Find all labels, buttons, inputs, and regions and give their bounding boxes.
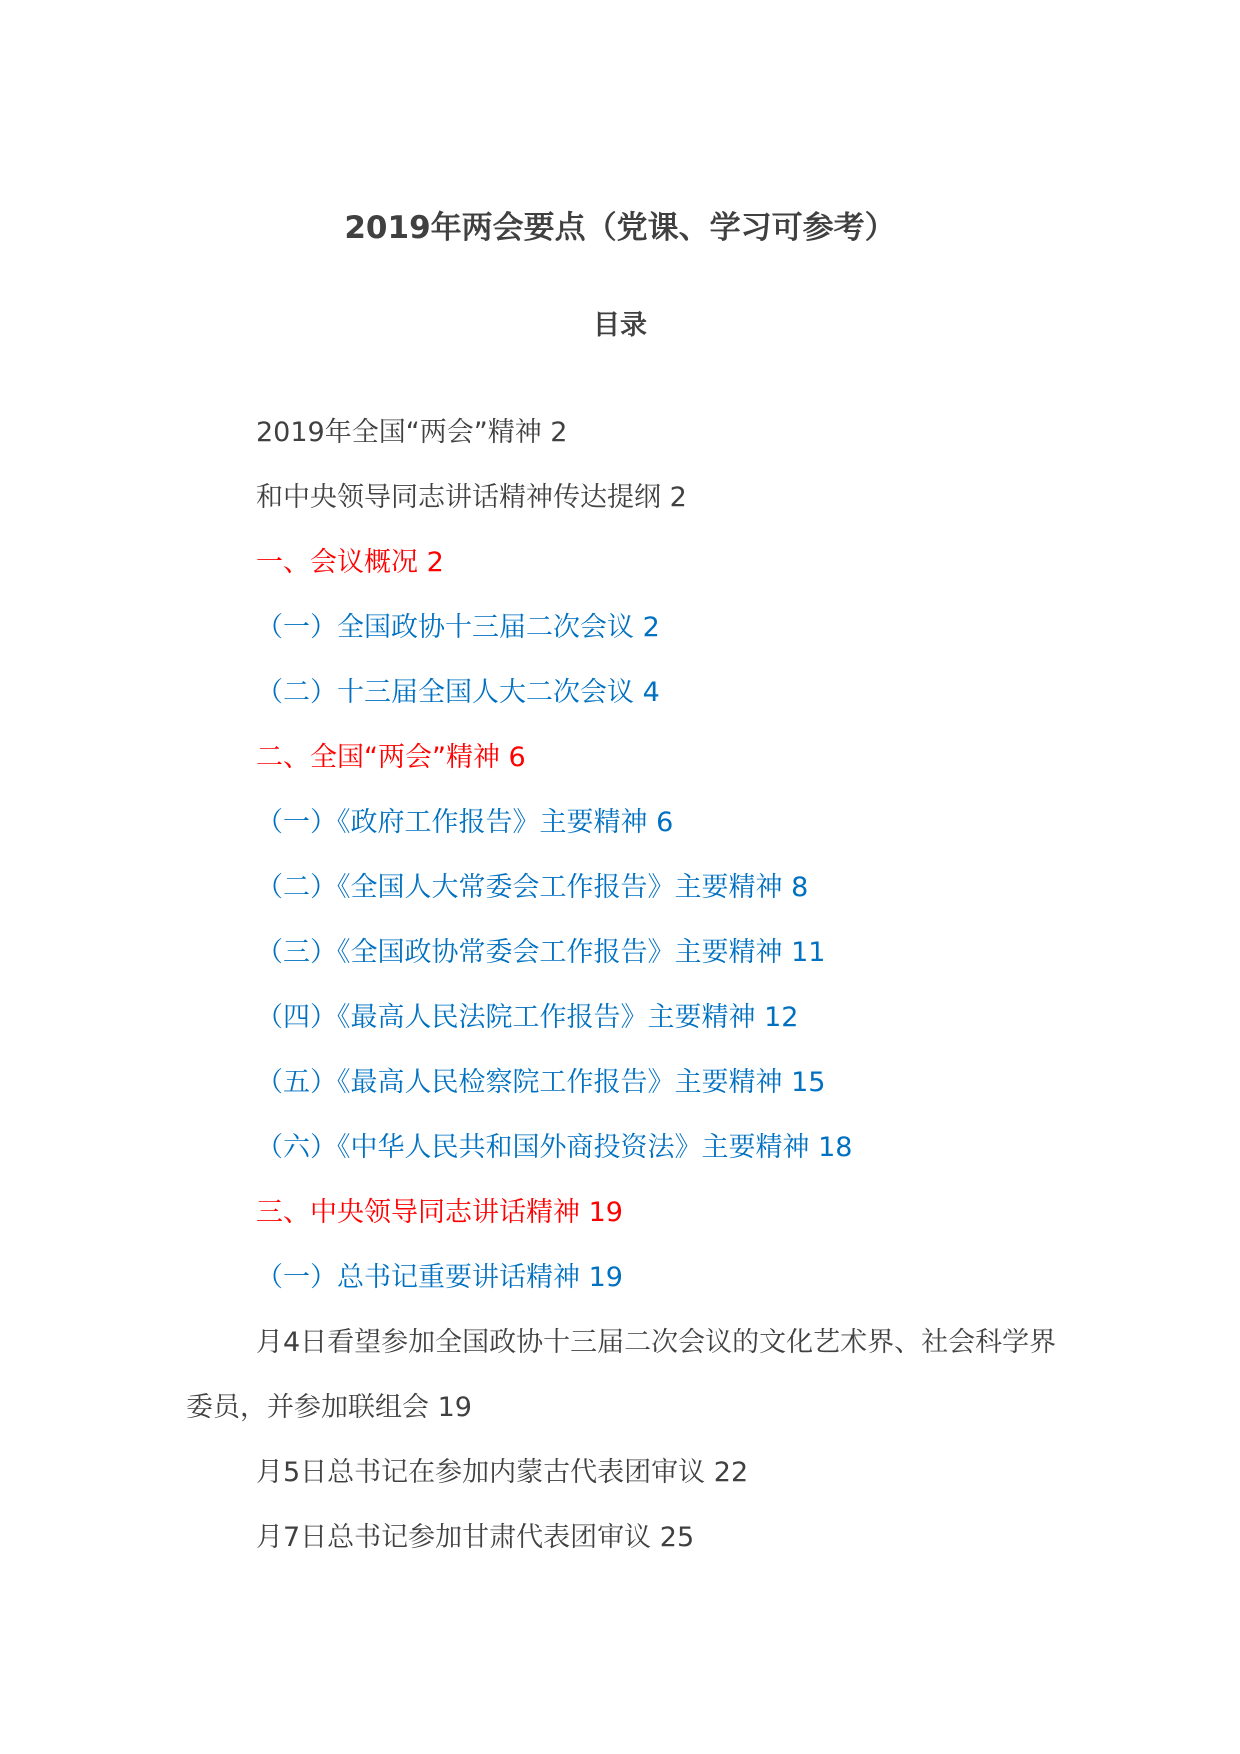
toc-entry-march-7-gansu[interactable]: 月7日总书记参加甘肃代表团审议 25 — [256, 1522, 695, 1553]
toc-entry-cppcc-session[interactable]: （一）全国政协十三届二次会议 2 — [256, 612, 660, 643]
toc-entry-lianghui-spirit[interactable]: 二、全国“两会”精神 6 — [256, 742, 526, 773]
document-title: 2019年两会要点（党课、学习可参考） — [344, 210, 896, 246]
toc-entry-supreme-procuratorate-report[interactable]: （五）《最高人民检察院工作报告》主要精神 15 — [256, 1067, 826, 1098]
toc-entry-speech-outline[interactable]: 和中央领导同志讲话精神传达提纲 2 — [256, 482, 687, 513]
toc-entry-supreme-court-report[interactable]: （四）《最高人民法院工作报告》主要精神 12 — [256, 1002, 799, 1033]
toc-entry-npc-session[interactable]: （二）十三届全国人大二次会议 4 — [256, 677, 660, 708]
toc-entry-2019-lianghui-spirit[interactable]: 2019年全国“两会”精神 2 — [256, 417, 568, 448]
toc-entry-foreign-investment-law[interactable]: （六）《中华人民共和国外商投资法》主要精神 18 — [256, 1132, 853, 1163]
toc-entry-march-5-inner-mongolia[interactable]: 月5日总书记在参加内蒙古代表团审议 22 — [256, 1457, 749, 1488]
toc-heading: 目录 — [593, 310, 647, 341]
toc-entry-government-report[interactable]: （一）《政府工作报告》主要精神 6 — [256, 807, 674, 838]
toc-entry-cppcc-standing-committee-report[interactable]: （三）《全国政协常委会工作报告》主要精神 11 — [256, 937, 826, 968]
toc-entry-march-4-visit[interactable]: 月4日看望参加全国政协十三届二次会议的文化艺术界、社会科学界委员，并参加联组会 19 — [186, 1327, 1057, 1423]
toc-entry-leaders-speeches[interactable]: 三、中央领导同志讲话精神 19 — [256, 1197, 623, 1228]
toc-entry-npc-standing-committee-report[interactable]: （二）《全国人大常委会工作报告》主要精神 8 — [256, 872, 809, 903]
toc-list — [186, 400, 1066, 1570]
toc-entry-meeting-overview[interactable]: 一、会议概况 2 — [256, 547, 444, 578]
toc-entry-general-secretary-speech[interactable]: （一）总书记重要讲话精神 19 — [256, 1262, 623, 1293]
